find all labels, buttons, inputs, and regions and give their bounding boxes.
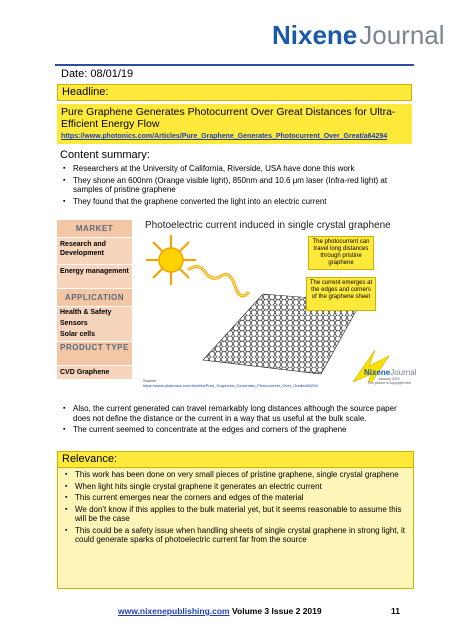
list-item: ▪ This could be a safety issue when handling sheets of single crystal graphene in strong light, it could generate sparks of photoelectric current far from the source bbox=[62, 526, 408, 545]
market-item: Energy management bbox=[57, 265, 132, 289]
market-heading: MARKET bbox=[57, 220, 132, 238]
list-item: ▪ This work has been done on very small pieces of pristine graphene, single crystal graphene bbox=[62, 470, 408, 480]
logo-bold: Nixene bbox=[364, 368, 391, 377]
logo-light: Journal bbox=[390, 368, 417, 377]
list-item: ▪ Researchers at the University of California, Riverside, USA have done this work bbox=[60, 164, 410, 174]
product-type-heading: PRODUCT TYPE bbox=[57, 342, 132, 366]
headline-text: Pure Graphene Generates Photocurrent Over Great Distances for Ultra-Efficient Energy Flow bbox=[61, 106, 396, 130]
application-item: Sensors bbox=[57, 318, 132, 329]
list-item: ▪ The current seemed to concentrate at the edges and corners of the graphene bbox=[60, 425, 410, 435]
footer-issue: Volume 3 Issue 2 2019 bbox=[229, 606, 322, 616]
additional-summary-list bbox=[60, 404, 410, 437]
brand-name-light: Journal bbox=[359, 20, 445, 50]
logo-copyright: This picture is copyright free bbox=[367, 381, 411, 385]
headline-block bbox=[57, 104, 412, 144]
headline-source-link[interactable]: https://www.photonics.com/Articles/Pure_Graphene_Generates_Photocurrent_Over_Great/a64294 bbox=[61, 133, 388, 140]
list-item: ▪ When light hits single crystal graphene it generates an electric current bbox=[62, 482, 408, 492]
list-item: ▪ They shone an 600nm (Orange visible light), 850nm and 10.6 μm laser (Infra-red light) at samples of pristine graphene bbox=[60, 176, 410, 195]
application-heading: APPLICATION bbox=[57, 289, 132, 307]
light-wave-icon bbox=[188, 266, 249, 295]
category-sidebar bbox=[57, 220, 132, 380]
date-line: Date: 08/01/19 bbox=[61, 68, 134, 80]
footer bbox=[118, 606, 322, 616]
page-number: 11 bbox=[391, 606, 400, 616]
relevance-title: Relevance: bbox=[57, 451, 414, 468]
source-label: Source: bbox=[143, 378, 157, 383]
footer-website-link[interactable]: www.nixenepublishing.com bbox=[118, 606, 230, 616]
product-item: CVD Graphene bbox=[57, 366, 132, 380]
content-summary-list bbox=[60, 164, 410, 208]
sun-icon bbox=[146, 235, 196, 285]
brand-name-bold: Nixene bbox=[272, 20, 358, 50]
journal-brand bbox=[272, 22, 445, 48]
callout-edges: The current emerges at the edges and corners of the graphene sheet bbox=[306, 277, 376, 311]
headline-label: Headline: bbox=[57, 84, 412, 101]
logo-date: January 2019 bbox=[378, 377, 400, 381]
content-summary-title: Content summary: bbox=[60, 149, 150, 161]
figure-logo bbox=[364, 368, 417, 385]
list-item: ▪ Also, the current generated can travel remarkably long distances although the source paper does not define the distance or the current in a way that us useful at the bulk scale. bbox=[60, 404, 410, 423]
list-item: ▪ We don't know if this applies to the bulk material yet, but it seems reasonable to assume this will be the case bbox=[62, 505, 408, 524]
market-item: Research and Development bbox=[57, 238, 132, 265]
callout-photocurrent: The photocurrent can travel long distances through pristine graphene bbox=[308, 236, 374, 270]
application-item: Solar cells bbox=[57, 329, 132, 342]
list-item: ▪ They found that the graphene converted the light into an electric current bbox=[60, 197, 410, 207]
figure-source bbox=[143, 378, 353, 388]
source-link[interactable]: https://www.photonics.com/Articles/Pure_Graphene_Generates_Photocurrent_Over_Great/a64294 bbox=[143, 383, 318, 388]
list-item: ▪ This current emerges near the corners and edges of the material bbox=[62, 493, 408, 503]
figure-title: Photoelectric current induced in single crystal graphene bbox=[145, 220, 391, 231]
application-item: Health & Safety bbox=[57, 307, 132, 318]
relevance-list bbox=[62, 470, 408, 547]
